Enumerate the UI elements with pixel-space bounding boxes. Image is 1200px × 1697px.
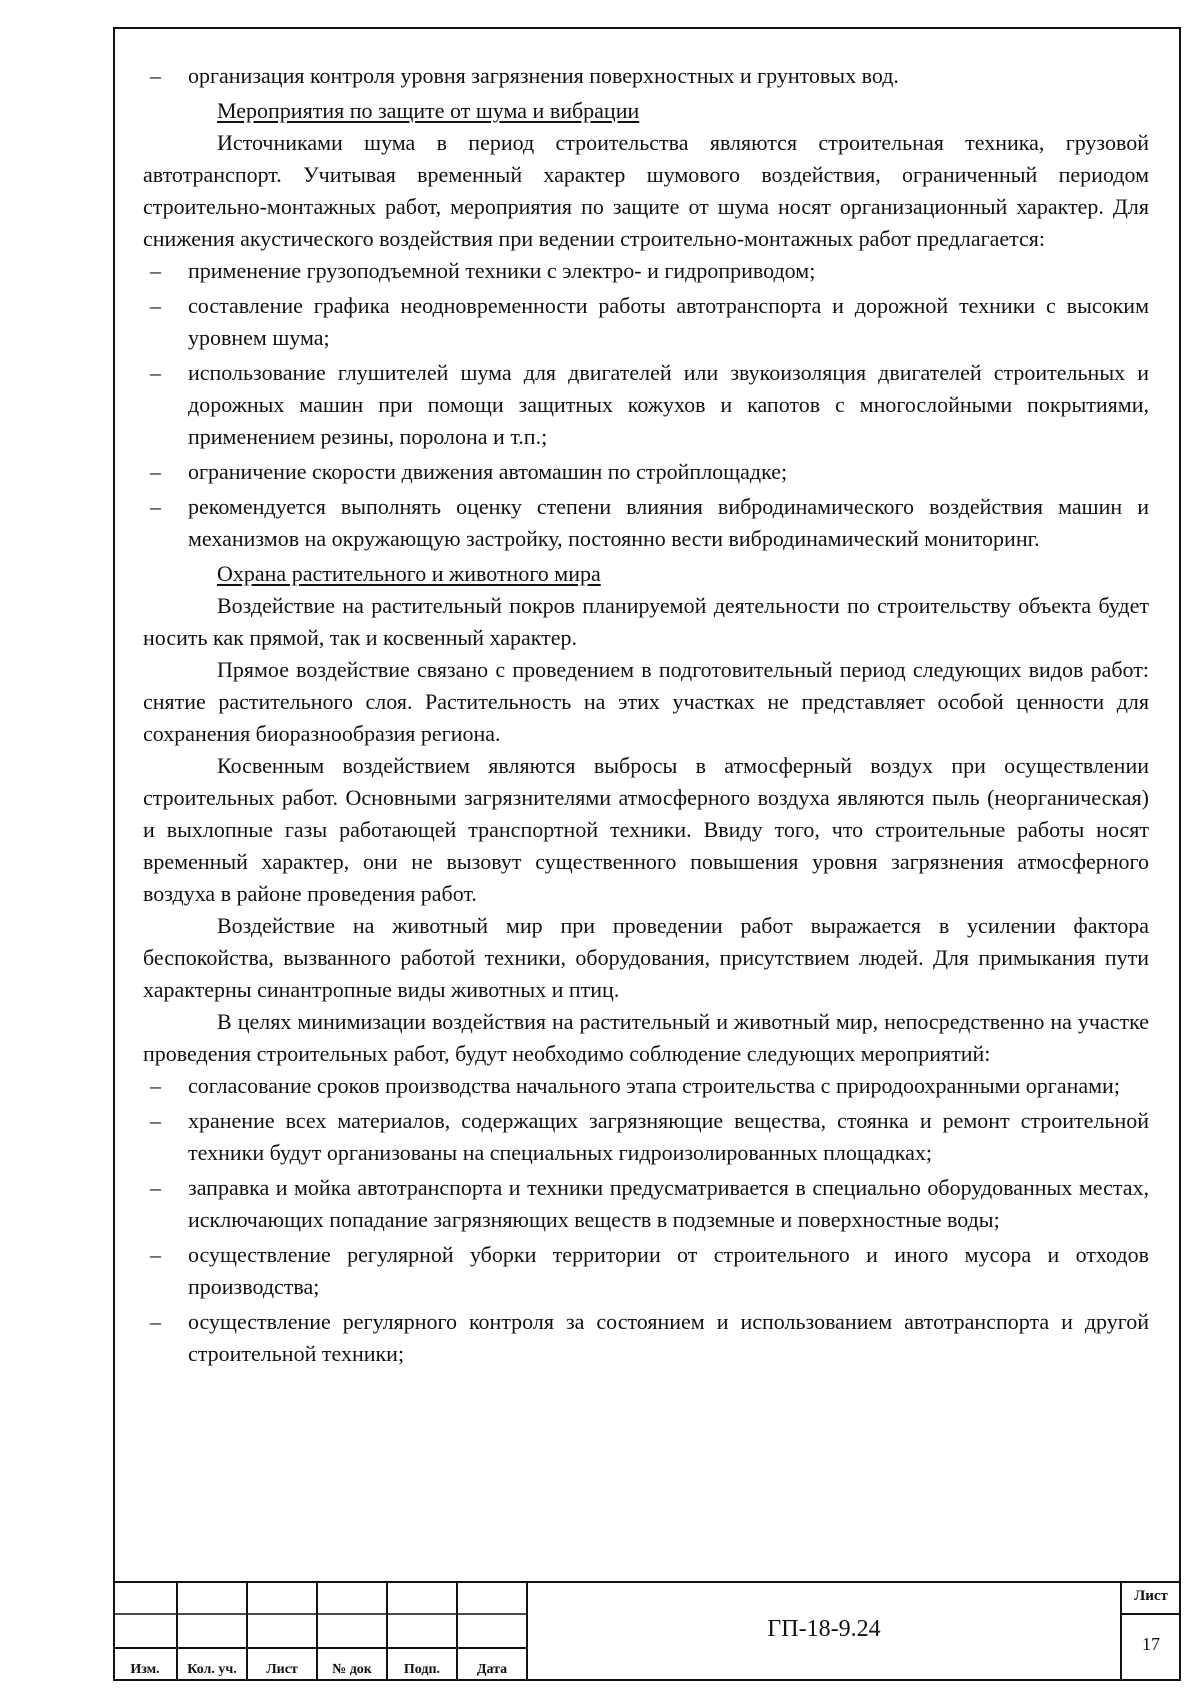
section-heading-flora: Охрана растительного и животного мира — [217, 561, 601, 586]
list-item-text: рекомендуется выполнять оценку степени влияния вибродинамического воздействия машин и механизмов на окружающую застройку, постоянно вести вибродинамический мониторинг. — [188, 494, 1149, 551]
stamp-col-kol-uch: Кол. уч. — [187, 1662, 237, 1677]
list-item: – ограничение скорости движения автомашин по стройплощадке; — [150, 459, 788, 484]
list-item-text: использование глушителей шума для двигателей или звукоизоляция двигателей строительных и дорожных машин при помощи защитных кожухов и капотов с многослойными покрытиями, применением резины, поролона и т.п.; — [188, 360, 1149, 449]
list-dash: – — [150, 63, 161, 88]
list-item-text: ограничение скорости движения автомашин по стройплощадке; — [188, 459, 788, 484]
list-item — [143, 60, 1149, 92]
list-item: – составление графика неодновременности работы автотранспорта и дорожной техники с высоким уровнем шума; — [150, 293, 1149, 350]
paragraph-flora-3: Косвенным воздействием являются выбросы в атмосферный воздух при осуществлении строительных работ. Основными загрязнителями атмосферного воздуха являются пыль (неорганическая) и выхлопные газы работающей транспортной техники. Ввиду того, что строительные работы носят временный характер, они не вызовут существенного повышения уровня загрязнения атмосферного воздуха в районе проведения работ. — [143, 753, 1149, 906]
paragraph-noise: Источниками шума в период строительства являются строительная техника, грузовой автотранспорт. Учитывая временный характер шумового воздействия, ограниченный периодом строительно-монтажных работ, мероприятия по защите от шума носят организационный характер. Для снижения акустического воздействия при ведении строительно-монтажных работ предлагается: — [143, 130, 1149, 251]
sheet-label: Лист — [1134, 1588, 1168, 1604]
list-item: – применение грузоподъемной техники с электро- и гидроприводом; — [150, 258, 816, 283]
paragraph-flora-5: В целях минимизации воздействия на растительный и животный мир, непосредственно на участке проведения строительных работ, будут необходимо соблюдение следующих мероприятий: — [143, 1009, 1149, 1066]
paragraph-flora-1: Воздействие на растительный покров планируемой деятельности по строительству объекта будет носить как прямой, так и косвенный характер. — [143, 593, 1149, 650]
list-item-text: составление графика неодновременности работы автотранспорта и дорожной техники с высоким уровнем шума; — [188, 293, 1149, 350]
paragraph-flora-4: Воздействие на животный мир при проведении работ выражается в усилении фактора беспокойства, вызванного работой техники, оборудования, присутствием людей. Для примыкания пути характерны синантропные виды животных и птиц. — [143, 913, 1149, 1002]
list-item-text: применение грузоподъемной техники с электро- и гидроприводом; — [188, 258, 816, 283]
stamp-col-izm: Изм. — [130, 1662, 160, 1677]
list-item: – осуществление регулярного контроля за состоянием и использованием автотранспорта и другой строительной техники; — [150, 1309, 1149, 1366]
list-item: – осуществление регулярной уборки территории от строительного и иного мусора и отходов производства; — [150, 1242, 1149, 1299]
sheet-number: 17 — [1142, 1634, 1160, 1654]
document-number: ГП-18-9.24 — [767, 1616, 881, 1642]
list-item: – рекомендуется выполнять оценку степени влияния вибродинамического воздействия машин и механизмов на окружающую застройку, постоянно вести вибродинамический мониторинг. — [150, 494, 1149, 551]
list-item: – хранение всех материалов, содержащих загрязняющие вещества, стоянка и ремонт строительной техники будут организованы на специальных гидроизолированных площадках; — [150, 1108, 1149, 1165]
stamp-col-nom-dok: № док — [332, 1662, 372, 1677]
list-item-text: заправка и мойка автотранспорта и техники предусматривается в специально оборудованных местах, исключающих попадание загрязняющих веществ в подземные и поверхностные воды; — [188, 1175, 1149, 1232]
list-item-text: согласование сроков производства начального этапа строительства с природоохранными органами; — [188, 1073, 1120, 1098]
section-heading-noise: Мероприятия по защите от шума и вибрации — [217, 98, 640, 123]
list-item: – согласование сроков производства начального этапа строительства с природоохранными органами; — [150, 1073, 1120, 1098]
document-body — [143, 60, 1149, 1373]
list-item-text: осуществление регулярного контроля за состоянием и использованием автотранспорта и другой строительной техники; — [188, 1309, 1149, 1366]
list-item: – заправка и мойка автотранспорта и техники предусматривается в специально оборудованных местах, исключающих попадание загрязняющих веществ в подземные и поверхностные воды; — [150, 1175, 1149, 1232]
list-item-text: осуществление регулярной уборки территории от строительного и иного мусора и отходов производства; — [188, 1242, 1149, 1299]
list-item: – использование глушителей шума для двигателей или звукоизоляция двигателей строительных и дорожных машин при помощи защитных кожухов и капотов с многослойными покрытиями, применением резины, поролона и т.п.; — [150, 360, 1149, 449]
list-item-text: хранение всех материалов, содержащих загрязняющие вещества, стоянка и ремонт строительной техники будут организованы на специальных гидроизолированных площадках; — [188, 1108, 1149, 1165]
stamp-col-list: Лист — [266, 1662, 298, 1677]
list-item-text: организация контроля уровня загрязнения поверхностных и грунтовых вод. — [188, 63, 899, 88]
stamp-col-podp: Подп. — [403, 1662, 441, 1677]
stamp-col-data: Дата — [476, 1662, 508, 1677]
paragraph-flora-2: Прямое воздействие связано с проведением в подготовительный период следующих видов работ: снятие растительного слоя. Растительность на этих участках не представляет особой ценности для сохранения биоразнообразия региона. — [143, 657, 1149, 746]
